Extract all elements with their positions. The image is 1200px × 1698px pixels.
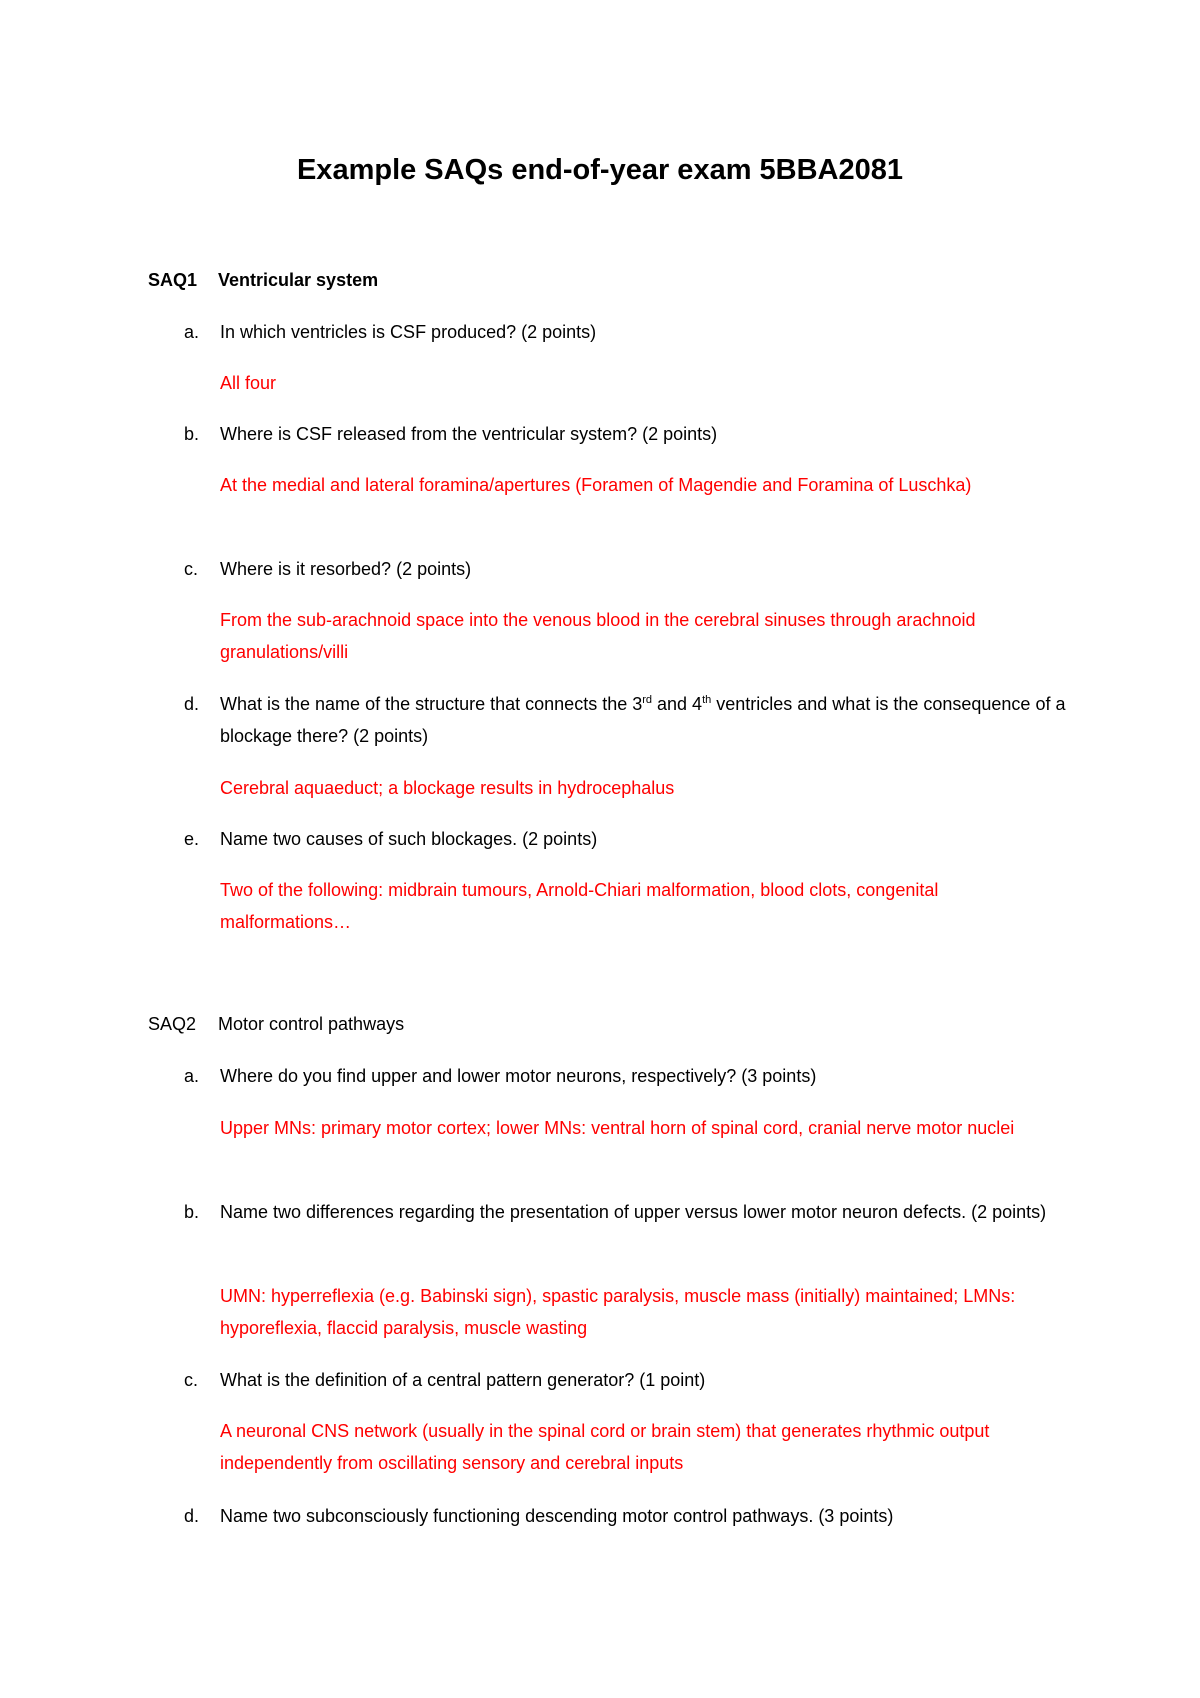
saq1-a-answer: All four [220, 373, 277, 393]
saq2-topic: Motor control pathways [218, 1014, 405, 1034]
saq1-d-question-part3: ventricles and what is the consequence of a blockage there? (2 points) [220, 694, 1066, 746]
saq1-d-letter: d. [184, 694, 200, 714]
saq1-number: SAQ1 [148, 270, 198, 290]
saq1-b-question: Where is CSF released from the ventricular system? (2 points) [220, 424, 718, 444]
saq1-c-question: Where is it resorbed? (2 points) [220, 559, 472, 579]
saq1-header [148, 268, 748, 292]
saq1-a-question: In which ventricles is CSF produced? (2 points) [220, 322, 597, 342]
saq1-d-answer: Cerebral aquaeduct; a blockage results in hydrocephalus [220, 778, 675, 798]
saq1-d-question [220, 688, 1070, 752]
saq1-d-superscript-rd: rd [642, 694, 653, 706]
saq2-b-answer: UMN: hyperreflexia (e.g. Babinski sign), spastic paralysis, muscle mass (initially) maintained; LMNs: hyporeflexia, flaccid paralysis, muscle wasting [220, 1286, 1016, 1338]
saq2-c-answer: A neuronal CNS network (usually in the spinal cord or brain stem) that generates rhythmic output independently from oscillating sensory and cerebral inputs [220, 1421, 990, 1473]
saq1-c-answer: From the sub-arachnoid space into the venous blood in the cerebral sinuses through arachnoid granulations/villi [220, 610, 976, 662]
saq1-e-answer: Two of the following: midbrain tumours, Arnold-Chiari malformation, blood clots, congenital malformations… [220, 880, 939, 932]
saq2-number: SAQ2 [148, 1014, 197, 1034]
saq1-d-question-part1: What is the name of the structure that connects the 3 [220, 694, 643, 714]
saq1-d-superscript-th: th [702, 694, 712, 706]
saq2-b-letter: b. [184, 1202, 200, 1222]
saq2-a-question: Where do you find upper and lower motor neurons, respectively? (3 points) [220, 1066, 817, 1086]
saq2-d-letter: d. [184, 1506, 200, 1526]
saq1-e-question: Name two causes of such blockages. (2 points) [220, 829, 598, 849]
saq1-b-answer: At the medial and lateral foramina/apertures (Foramen of Magendie and Foramina of Luschka) [220, 475, 972, 495]
saq1-c-letter: c. [184, 559, 199, 579]
page-title: Example SAQs end-of-year exam 5BBA2081 [296, 154, 904, 186]
saq2-b-question: Name two differences regarding the presentation of upper versus lower motor neuron defects. (2 points) [220, 1202, 1047, 1222]
saq1-topic: Ventricular system [218, 270, 379, 290]
saq1-e-letter: e. [184, 829, 200, 849]
saq2-a-answer: Upper MNs: primary motor cortex; lower MNs: ventral horn of spinal cord, cranial nerve motor nuclei [220, 1118, 1015, 1138]
saq1-d-question-part2: and 4 [652, 694, 703, 714]
saq1-a-letter: a. [184, 322, 200, 342]
saq2-c-question: What is the definition of a central pattern generator? (1 point) [220, 1370, 706, 1390]
saq2-c-letter: c. [184, 1370, 199, 1390]
saq1-b-letter: b. [184, 424, 200, 444]
saq2-a-letter: a. [184, 1066, 200, 1086]
saq2-header [148, 1012, 748, 1036]
saq2-d-question: Name two subconsciously functioning descending motor control pathways. (3 points) [220, 1506, 894, 1526]
